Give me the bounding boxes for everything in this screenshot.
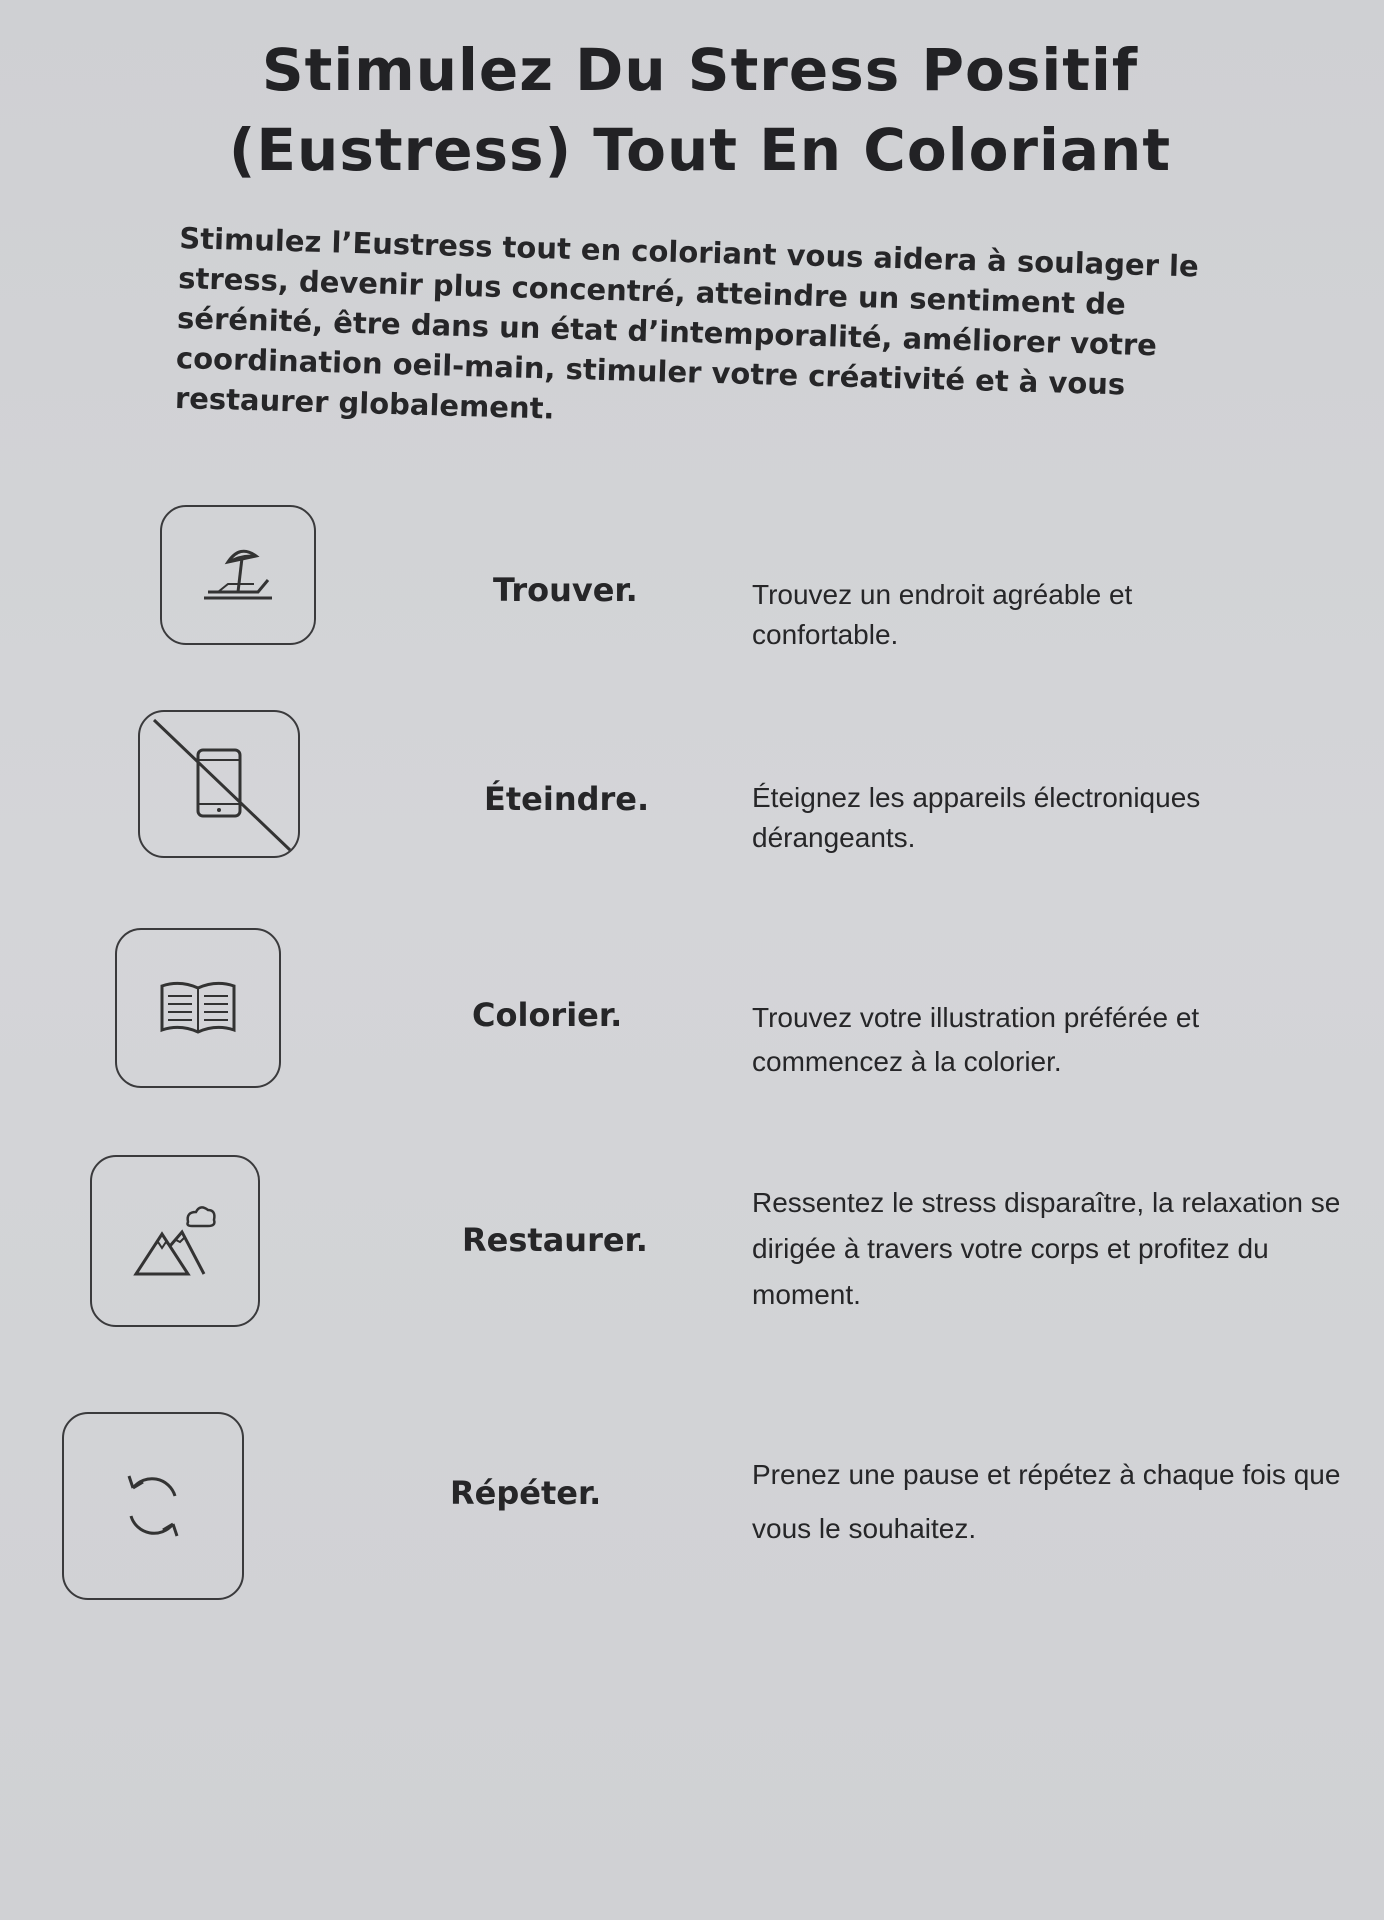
- step-icon-box: [138, 710, 300, 858]
- step-description: Trouvez un endroit agréable et confortable.: [752, 579, 1133, 650]
- step-description: Trouvez votre illustration préférée et commencez à la colorier.: [752, 1002, 1200, 1077]
- title-line-1: Stimulez Du Stress Positif: [261, 36, 1139, 104]
- step-description: Éteignez les appareils électroniques dérangeants.: [752, 782, 1201, 853]
- step-label: Répéter.: [450, 1474, 602, 1512]
- step-icon-box: [62, 1412, 244, 1600]
- step-icon-box: [160, 505, 316, 645]
- step-icon-box: [90, 1155, 260, 1327]
- title-line-2: (Eustress) Tout En Coloriant: [228, 116, 1172, 184]
- step-label: Trouver.: [493, 571, 638, 609]
- step-label: Restaurer.: [462, 1221, 648, 1259]
- step-description: Ressentez le stress disparaître, la relaxation se dirigée à travers votre corps et profitez du moment.: [752, 1187, 1341, 1310]
- step-icon-box: [115, 928, 281, 1088]
- step-label: Éteindre.: [484, 780, 650, 818]
- step-description: Prenez une pause et répétez à chaque fois que vous le souhaitez.: [752, 1459, 1341, 1544]
- intro-paragraph: Stimulez l’Eustress tout en coloriant vous aidera à soulager le stress, devenir plus concentré, atteindre un sentiment de sérénité, être dans un état d’intemporalité, améliorer votre coordination oeil-main, stimuler votre créativité et à vous restaurer globalement.: [174, 220, 1200, 426]
- page-title: [150, 30, 1250, 190]
- step-label: Colorier.: [472, 996, 623, 1034]
